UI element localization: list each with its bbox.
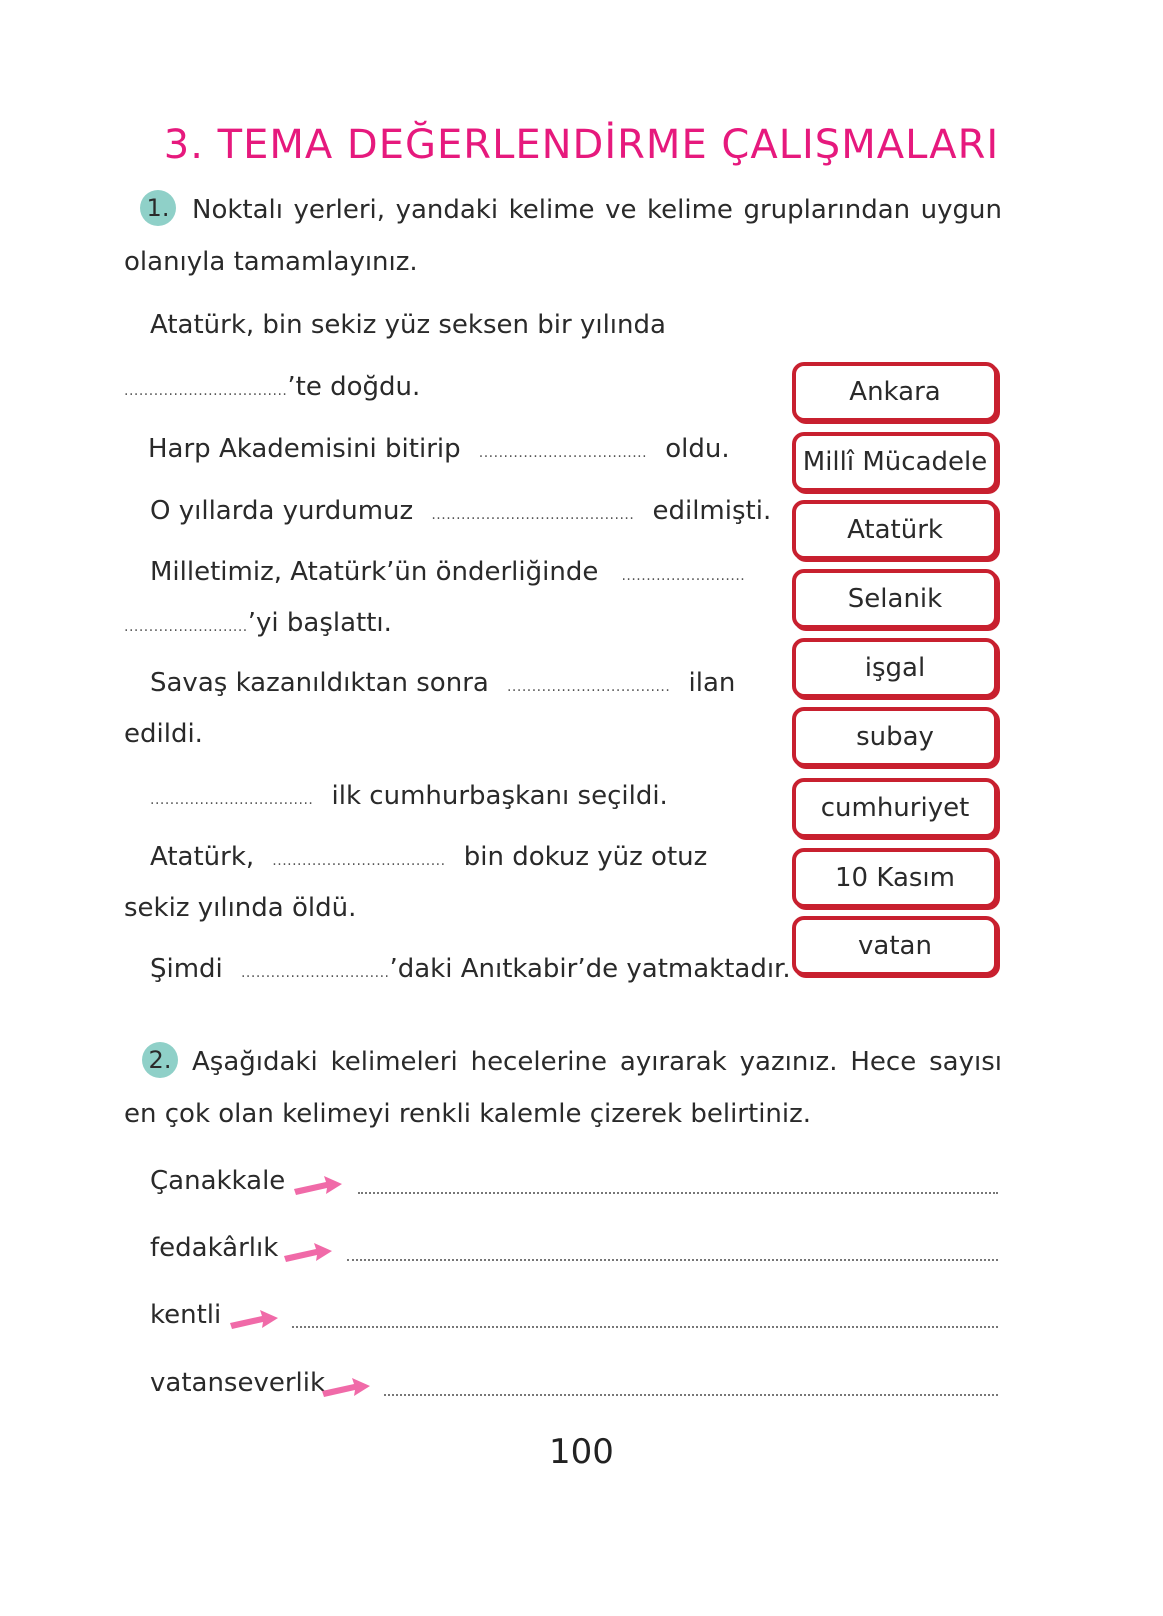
sentence-2 bbox=[148, 434, 730, 464]
word-bank-item: cumhuriyet bbox=[792, 778, 998, 838]
answer-line[interactable] bbox=[358, 1190, 998, 1194]
sentence-1a: Atatürk, bin sekiz yüz seksen bir yılında bbox=[150, 310, 666, 340]
sentence-6-after: ilk cumhurbaşkanı seçildi. bbox=[331, 781, 668, 811]
question-1-instruction: Noktalı yerleri, yandaki kelime ve kelime gruplarından uygun olanıyla tamamlayınız. bbox=[124, 195, 1002, 277]
arrow-right-icon bbox=[282, 1239, 334, 1265]
page-number: 100 bbox=[549, 1432, 614, 1472]
sentence-2-after: oldu. bbox=[665, 434, 730, 464]
word-row-1-label: Çanakkale bbox=[150, 1166, 286, 1196]
blank-7[interactable]: ................................... bbox=[262, 853, 456, 869]
sentence-7-before: Atatürk, bbox=[150, 842, 255, 872]
sentence-5-cont: edildi. bbox=[124, 719, 203, 749]
sentence-6 bbox=[150, 781, 668, 811]
sentence-4a bbox=[150, 557, 745, 587]
blank-5[interactable]: ................................. bbox=[497, 679, 681, 695]
blank-4b[interactable]: ......................... bbox=[124, 619, 248, 635]
sentence-5-before: Savaş kazanıldıktan sonra bbox=[150, 668, 489, 698]
sentence-8-before: Şimdi bbox=[150, 954, 223, 984]
arrow-right-icon bbox=[320, 1374, 372, 1400]
blank-3[interactable]: ......................................... bbox=[421, 507, 645, 523]
question-1-badge: 1. bbox=[140, 190, 176, 226]
sentence-5 bbox=[150, 668, 735, 698]
blank-4a[interactable]: ......................... bbox=[606, 568, 746, 584]
sentence-7-cont: sekiz yılında öldü. bbox=[124, 893, 357, 923]
word-bank-item: Ankara bbox=[792, 362, 998, 422]
word-bank-item: 10 Kasım bbox=[792, 848, 998, 908]
word-bank-item: vatan bbox=[792, 916, 998, 976]
sentence-4-before: Milletimiz, Atatürk’ün önderliğinde bbox=[150, 557, 599, 587]
sentence-7-after: bin dokuz yüz otuz bbox=[463, 842, 708, 872]
sentence-1b bbox=[124, 372, 420, 402]
answer-line[interactable] bbox=[384, 1392, 998, 1396]
sentence-8-after: ’daki Anıtkabir’de yatmaktadır. bbox=[389, 954, 791, 984]
sentence-7 bbox=[150, 842, 707, 872]
blank-2[interactable]: .................................. bbox=[468, 445, 657, 461]
sentence-3 bbox=[150, 496, 771, 526]
word-row-4-label: vatanseverlik bbox=[150, 1368, 326, 1398]
word-bank-item: Selanik bbox=[792, 569, 998, 629]
sentence-5-after: ilan bbox=[688, 668, 736, 698]
sentence-4b bbox=[124, 608, 392, 638]
sentence-1b-text: ’te doğdu. bbox=[287, 372, 421, 402]
word-bank-item: subay bbox=[792, 707, 998, 767]
question-2-badge: 2. bbox=[142, 1042, 178, 1078]
sentence-4-after: ’yi başlattı. bbox=[247, 608, 392, 638]
question-2-instruction: Aşağıdaki kelimeleri hecelerine ayırarak yazınız. Hece sayısı en çok olan kelimeyi renkli kalemle çizerek belirtiniz. bbox=[124, 1047, 1002, 1129]
word-row-3-label: kentli bbox=[150, 1300, 222, 1330]
blank-6[interactable]: ................................. bbox=[150, 792, 324, 808]
word-bank-item: Millî Mücadele bbox=[792, 432, 998, 492]
answer-line[interactable] bbox=[347, 1257, 998, 1261]
arrow-right-icon bbox=[228, 1306, 280, 1332]
sentence-2-before: Harp Akademisini bitirip bbox=[148, 434, 461, 464]
word-bank-item: işgal bbox=[792, 638, 998, 698]
arrow-right-icon bbox=[292, 1172, 344, 1198]
answer-line[interactable] bbox=[292, 1324, 998, 1328]
word-row-2-label: fedakârlık bbox=[150, 1233, 279, 1263]
blank-1[interactable]: ................................. bbox=[124, 383, 288, 399]
sentence-3-after: edilmişti. bbox=[652, 496, 772, 526]
page-title: 3. TEMA DEĞERLENDİRME ÇALIŞMALARI bbox=[163, 122, 1000, 168]
sentence-3-before: O yıllarda yurdumuz bbox=[150, 496, 414, 526]
word-bank-item: Atatürk bbox=[792, 500, 998, 560]
sentence-8 bbox=[150, 954, 791, 984]
blank-8[interactable]: .............................. bbox=[231, 965, 390, 981]
